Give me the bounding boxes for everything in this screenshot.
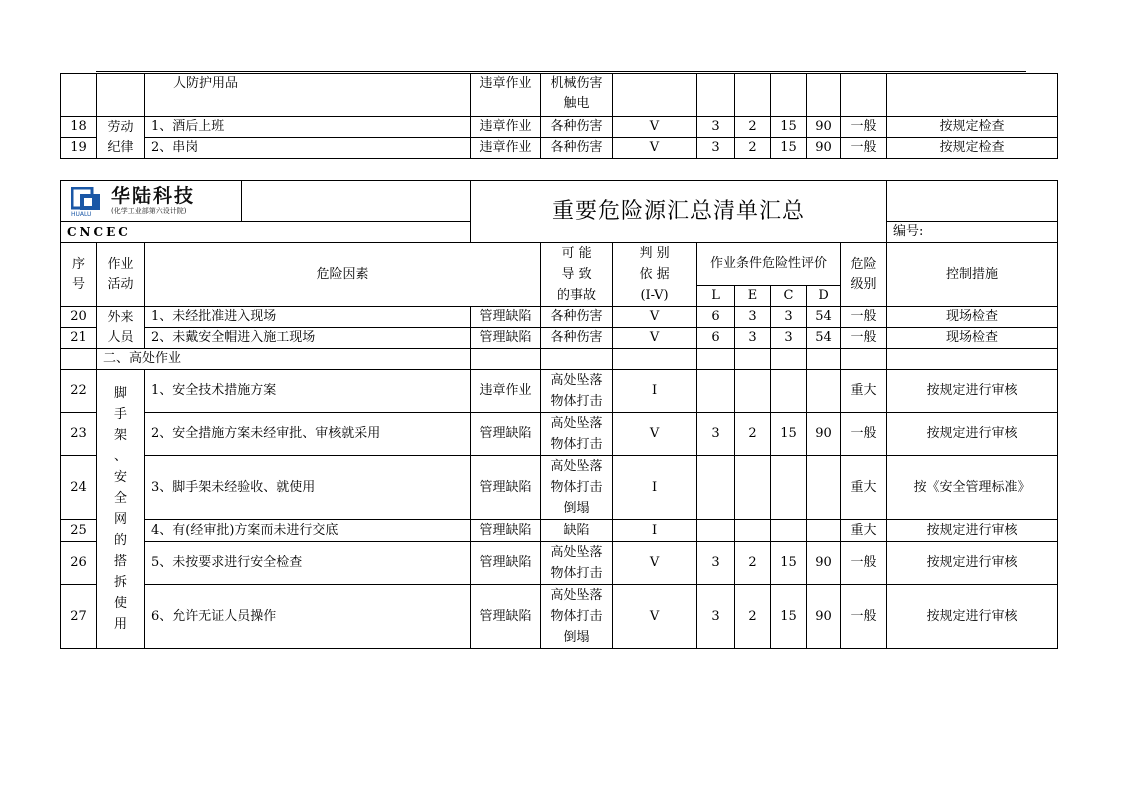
table-row (61, 456, 1058, 520)
measure-cell: 按《安全管理标准》 (887, 456, 1058, 520)
hazard-cell: 1、未经批准进入现场 (145, 307, 471, 328)
measure-cell: 按规定检查 (887, 117, 1058, 138)
page-top-rule (96, 71, 1026, 72)
row-number: 26 (61, 542, 97, 585)
basis-cell: V (613, 585, 697, 649)
table-row (61, 520, 1058, 542)
table-row (61, 74, 1058, 117)
l-cell (697, 456, 735, 520)
measure-cell: 按规定进行审核 (887, 542, 1058, 585)
no-header: 序 号 (61, 243, 97, 307)
company-code: CNCEC (61, 222, 471, 243)
d-cell: 90 (807, 413, 841, 456)
document-title: 重要危险源汇总清单汇总 (471, 181, 887, 243)
title-row (61, 181, 1058, 222)
c-cell: 15 (771, 117, 807, 138)
l-cell (697, 370, 735, 413)
d-cell: 54 (807, 328, 841, 349)
logo-cell (61, 181, 471, 222)
accident-header: 可 能 导 致 的事故 (541, 243, 613, 307)
l-cell: 3 (697, 138, 735, 159)
level-cell: 重大 (841, 520, 887, 542)
row-number: 25 (61, 520, 97, 542)
category-cell: 违章作业 (471, 74, 541, 117)
accident-cell: 高处坠落 物体打击 (541, 413, 613, 456)
row-number: 27 (61, 585, 97, 649)
category-cell: 管理缺陷 (471, 413, 541, 456)
category-cell: 违章作业 (471, 370, 541, 413)
e-cell: 2 (735, 138, 771, 159)
category-cell: 管理缺陷 (471, 542, 541, 585)
accident-cell: 各种伤害 (541, 307, 613, 328)
e-cell (735, 370, 771, 413)
c-cell: 15 (771, 413, 807, 456)
hazard-cell: 4、有(经审批)方案而未进行交底 (145, 520, 471, 542)
c-cell: 3 (771, 307, 807, 328)
d-header: D (807, 285, 841, 306)
hazard-summary-table (60, 180, 1058, 649)
table-row (61, 307, 1058, 328)
e-cell: 3 (735, 328, 771, 349)
table-row (61, 370, 1058, 413)
accident-cell (541, 74, 613, 117)
e-cell (735, 520, 771, 542)
measure-cell: 按规定检查 (887, 138, 1058, 159)
accident-cell: 各种伤害 (541, 117, 613, 138)
d-cell: 90 (807, 138, 841, 159)
hazard-cell: 2、串岗 (145, 138, 471, 159)
c-cell: 15 (771, 585, 807, 649)
d-cell: 90 (807, 117, 841, 138)
hazard-cell: 1、安全技术措施方案 (145, 370, 471, 413)
level-cell: 一般 (841, 117, 887, 138)
c-cell (771, 370, 807, 413)
evaluation-header: 作业条件危险性评价 (697, 243, 841, 286)
table-row (61, 585, 1058, 649)
basis-cell: V (613, 413, 697, 456)
category-cell: 管理缺陷 (471, 328, 541, 349)
level-cell: 一般 (841, 328, 887, 349)
row-number: 23 (61, 413, 97, 456)
section-title: 二、高处作业 (97, 349, 471, 370)
l-cell (697, 520, 735, 542)
l-cell: 3 (697, 413, 735, 456)
measure-cell: 现场检查 (887, 307, 1058, 328)
measure-cell: 按规定进行审核 (887, 585, 1058, 649)
hazard-cell: 1、酒后上班 (145, 117, 471, 138)
column-header-row (61, 243, 1058, 286)
measure-cell: 按规定进行审核 (887, 413, 1058, 456)
hazard-cell: 2、安全措施方案未经审批、审核就采用 (145, 413, 471, 456)
c-cell: 15 (771, 542, 807, 585)
activity-line-1: 劳动 (107, 119, 134, 135)
accident-cell: 各种伤害 (541, 328, 613, 349)
hazard-cell: 6、允许无证人员操作 (145, 585, 471, 649)
hazard-header: 危险因素 (145, 243, 541, 307)
row-number: 18 (61, 117, 97, 138)
basis-header: 判 别 依 据 (I-V) (613, 243, 697, 307)
number-label: 编号: (887, 222, 1058, 243)
logo-subtitle: (化学工业部第六设计院) (111, 207, 187, 215)
d-cell (807, 370, 841, 413)
l-header: L (697, 285, 735, 306)
l-cell: 3 (697, 542, 735, 585)
basis-cell: V (613, 307, 697, 328)
level-header: 危险 级别 (841, 243, 887, 307)
e-cell: 2 (735, 413, 771, 456)
level-cell: 重大 (841, 456, 887, 520)
continuation-table (60, 73, 1058, 159)
row-number: 20 (61, 307, 97, 328)
basis-cell: V (613, 542, 697, 585)
row-number: 21 (61, 328, 97, 349)
c-cell (771, 456, 807, 520)
l-cell: 3 (697, 117, 735, 138)
l-cell: 3 (697, 585, 735, 649)
category-cell: 管理缺陷 (471, 456, 541, 520)
level-cell: 一般 (841, 542, 887, 585)
accident-cell: 高处坠落 物体打击 倒塌 (541, 456, 613, 520)
d-cell (807, 520, 841, 542)
category-cell: 管理缺陷 (471, 585, 541, 649)
hazard-cell: 人防护用品 (145, 74, 471, 117)
basis-cell: I (613, 370, 697, 413)
l-cell: 6 (697, 328, 735, 349)
company-logo (61, 181, 242, 221)
hazard-cell: 3、脚手架未经验收、就使用 (145, 456, 471, 520)
d-cell: 90 (807, 542, 841, 585)
logo-name: 华陆科技 (111, 185, 196, 207)
e-cell: 2 (735, 585, 771, 649)
activity-header: 作业 活动 (97, 243, 145, 307)
level-cell: 一般 (841, 413, 887, 456)
measure-cell: 按规定进行审核 (887, 520, 1058, 542)
table-row (61, 117, 1058, 138)
hualu-logo-icon (71, 187, 105, 217)
section-row (61, 349, 1058, 370)
basis-cell: V (613, 117, 697, 138)
activity-cell: 外来 人员 (97, 307, 145, 349)
basis-cell: I (613, 520, 697, 542)
category-cell: 管理缺陷 (471, 520, 541, 542)
c-cell: 3 (771, 328, 807, 349)
d-cell: 90 (807, 585, 841, 649)
accident-line-2: 触电 (563, 96, 590, 111)
c-cell: 15 (771, 138, 807, 159)
table-row (61, 413, 1058, 456)
table-row (61, 328, 1058, 349)
hazard-cell: 2、未戴安全帽进入施工现场 (145, 328, 471, 349)
level-cell: 一般 (841, 138, 887, 159)
accident-cell: 高处坠落 物体打击 (541, 370, 613, 413)
e-cell: 2 (735, 542, 771, 585)
row-number: 22 (61, 370, 97, 413)
e-cell: 2 (735, 117, 771, 138)
category-cell: 违章作业 (471, 138, 541, 159)
accident-cell: 缺陷 (541, 520, 613, 542)
measure-header: 控制措施 (887, 243, 1058, 307)
c-header: C (771, 285, 807, 306)
level-cell: 一般 (841, 585, 887, 649)
basis-cell: V (613, 138, 697, 159)
d-cell (807, 456, 841, 520)
accident-cell: 各种伤害 (541, 138, 613, 159)
accident-cell: 高处坠落 物体打击 倒塌 (541, 585, 613, 649)
row-number: 19 (61, 138, 97, 159)
hazard-cell: 5、未按要求进行安全检查 (145, 542, 471, 585)
e-cell: 3 (735, 307, 771, 328)
row-number: 24 (61, 456, 97, 520)
level-cell: 一般 (841, 307, 887, 328)
accident-line-1: 机械伤害 (550, 76, 603, 91)
basis-cell: I (613, 456, 697, 520)
e-header: E (735, 285, 771, 306)
category-cell: 管理缺陷 (471, 307, 541, 328)
activity-cell (97, 117, 145, 159)
e-cell (735, 456, 771, 520)
logo-en: HUALU (71, 211, 92, 217)
basis-cell: V (613, 328, 697, 349)
level-cell: 重大 (841, 370, 887, 413)
activity-line-2: 纪律 (107, 139, 134, 155)
table-row (61, 542, 1058, 585)
table-row (61, 138, 1058, 159)
c-cell (771, 520, 807, 542)
l-cell: 6 (697, 307, 735, 328)
d-cell: 54 (807, 307, 841, 328)
activity-cell: 脚 手 架 、 安 全 网 的 搭 拆 使 用 (97, 370, 145, 649)
category-cell: 违章作业 (471, 117, 541, 138)
accident-cell: 高处坠落 物体打击 (541, 542, 613, 585)
measure-cell: 按规定进行审核 (887, 370, 1058, 413)
measure-cell: 现场检查 (887, 328, 1058, 349)
